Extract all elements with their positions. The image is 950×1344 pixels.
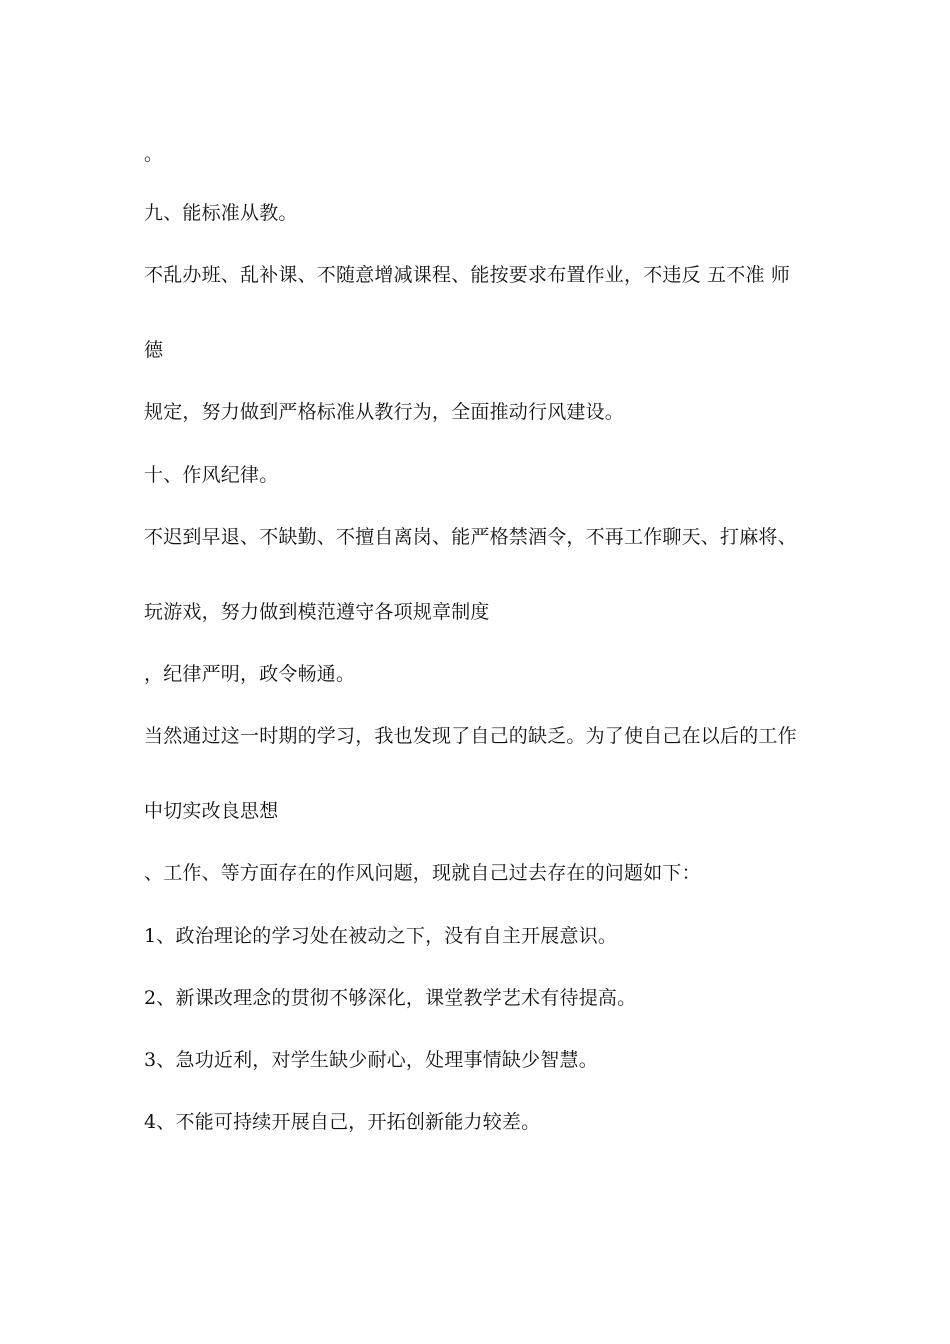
problem-text: 、急功近利，对学生缺少耐心，处理事情缺少智慧。 [156, 1049, 598, 1071]
problem-text: 、不能可持续开展自己，开拓创新能力较差。 [156, 1111, 541, 1133]
problem-number: 1 [144, 925, 157, 947]
text-line: 当然通过这一时期的学习，我也发现了自己的缺乏。为了使自己在以后的工作 [144, 725, 797, 747]
problem-item [144, 1048, 598, 1072]
problem-number: 2 [144, 987, 157, 1009]
problem-text: 、新课改理念的贯彻不够深化，课堂教学艺术有待提高。 [156, 987, 637, 1009]
problem-number: 4 [144, 1111, 157, 1133]
text-line-period: 。 [144, 143, 164, 165]
text-line: 不乱办班、乱补课、不随意增减课程、能按要求布置作业，不违反 五不准 师 [144, 264, 791, 286]
problem-item [144, 1110, 540, 1134]
section-heading-nine: 九、能标准从教。 [144, 202, 298, 224]
text-line: ，纪律严明，政令畅通。 [144, 663, 356, 685]
text-line: 中切实改良思想 [144, 800, 279, 822]
text-line: 玩游戏，努力做到模范遵守各项规章制度 [144, 601, 490, 623]
text-line: 、工作、等方面存在的作风问题，现就自己过去存在的问题如下： [144, 862, 701, 884]
text-line: 德 [144, 339, 164, 361]
text-line: 规定，努力做到严格标准从教行为，全面推动行风建设。 [144, 401, 625, 423]
section-heading-ten: 十、作风纪律。 [144, 464, 279, 486]
problem-text: 、政治理论的学习处在被动之下，没有自主开展意识。 [156, 925, 618, 947]
problem-number: 3 [144, 1049, 157, 1071]
problem-item [144, 924, 617, 948]
problem-item [144, 986, 636, 1010]
text-line: 不迟到早退、不缺勤、不擅自离岗、能严格禁酒令，不再工作聊天、打麻将、 [144, 526, 797, 548]
